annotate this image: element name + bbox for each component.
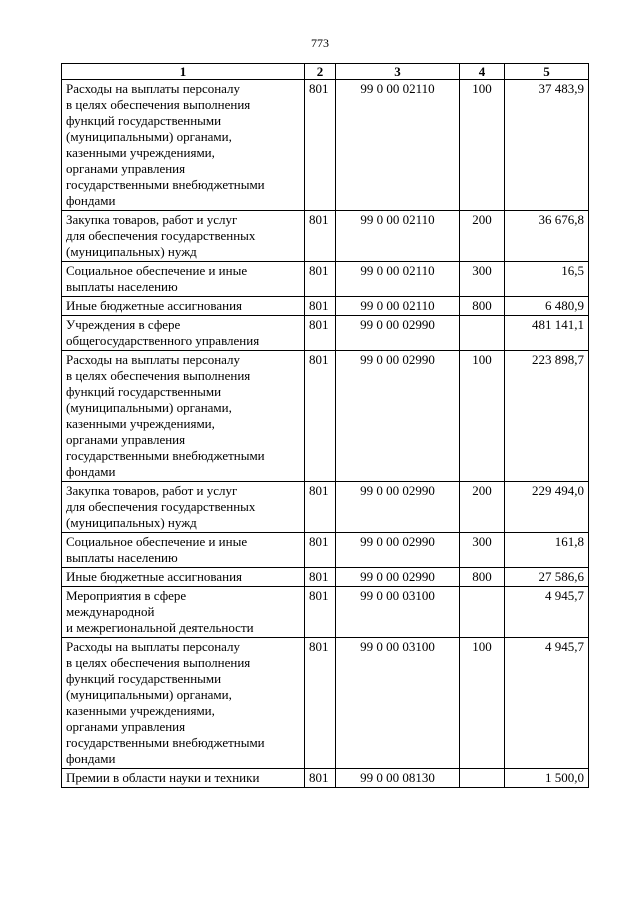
- target-article-cell: 99 0 00 03100: [336, 638, 460, 769]
- table-row: [62, 482, 589, 533]
- amount-cell: 4 945,7: [505, 587, 589, 638]
- expense-name-cell: Иные бюджетные ассигнования: [62, 568, 305, 587]
- amount-cell: 223 898,7: [505, 351, 589, 482]
- expense-type-cell: [460, 316, 505, 351]
- table-row: [62, 587, 589, 638]
- amount-cell: 37 483,9: [505, 80, 589, 211]
- target-article-cell: 99 0 00 02990: [336, 533, 460, 568]
- target-article-cell: 99 0 00 02990: [336, 351, 460, 482]
- expense-name-cell: Расходы на выплаты персоналу в целях обеспечения выполнения функций государственными (муниципальными) органами, казенными учреждениями, органами управления государственными внебюджетными фондами: [62, 638, 305, 769]
- department-code-cell: 801: [305, 587, 336, 638]
- department-code-cell: 801: [305, 351, 336, 482]
- expense-type-cell: 800: [460, 568, 505, 587]
- expense-type-cell: [460, 587, 505, 638]
- amount-cell: 16,5: [505, 262, 589, 297]
- target-article-cell: 99 0 00 02110: [336, 80, 460, 211]
- target-article-cell: 99 0 00 03100: [336, 587, 460, 638]
- expense-name-cell: Расходы на выплаты персоналу в целях обеспечения выполнения функций государственными (муниципальными) органами, казенными учреждениями, органами управления государственными внебюджетными фондами: [62, 80, 305, 211]
- target-article-cell: 99 0 00 02110: [336, 297, 460, 316]
- amount-cell: 6 480,9: [505, 297, 589, 316]
- expense-type-cell: 800: [460, 297, 505, 316]
- amount-cell: 161,8: [505, 533, 589, 568]
- amount-cell: 229 494,0: [505, 482, 589, 533]
- budget-table: [61, 63, 589, 788]
- table-row: [62, 297, 589, 316]
- department-code-cell: 801: [305, 568, 336, 587]
- target-article-cell: 99 0 00 02110: [336, 262, 460, 297]
- target-article-cell: 99 0 00 02990: [336, 568, 460, 587]
- department-code-cell: 801: [305, 80, 336, 211]
- expense-type-cell: 100: [460, 351, 505, 482]
- table-row: [62, 351, 589, 482]
- expense-type-cell: 300: [460, 533, 505, 568]
- department-code-cell: 801: [305, 769, 336, 788]
- table-row: [62, 769, 589, 788]
- department-code-cell: 801: [305, 297, 336, 316]
- column-header-1: 1: [62, 64, 305, 80]
- expense-name-cell: Премии в области науки и техники: [62, 769, 305, 788]
- column-header-3: 3: [336, 64, 460, 80]
- department-code-cell: 801: [305, 262, 336, 297]
- column-header-5: 5: [505, 64, 589, 80]
- department-code-cell: 801: [305, 482, 336, 533]
- table-row: [62, 262, 589, 297]
- table-row: [62, 211, 589, 262]
- amount-cell: 4 945,7: [505, 638, 589, 769]
- department-code-cell: 801: [305, 638, 336, 769]
- department-code-cell: 801: [305, 533, 336, 568]
- column-header-2: 2: [305, 64, 336, 80]
- expense-name-cell: Учреждения в сфере общегосударственного управления: [62, 316, 305, 351]
- table-header-row: [62, 64, 589, 80]
- target-article-cell: 99 0 00 02990: [336, 316, 460, 351]
- department-code-cell: 801: [305, 211, 336, 262]
- expense-type-cell: 300: [460, 262, 505, 297]
- page-number: 773: [311, 36, 329, 50]
- expense-type-cell: 100: [460, 638, 505, 769]
- expense-type-cell: 200: [460, 482, 505, 533]
- department-code-cell: 801: [305, 316, 336, 351]
- expense-name-cell: Мероприятия в сфере международной и межрегиональной деятельности: [62, 587, 305, 638]
- target-article-cell: 99 0 00 08130: [336, 769, 460, 788]
- table-row: [62, 638, 589, 769]
- expense-name-cell: Иные бюджетные ассигнования: [62, 297, 305, 316]
- table-row: [62, 568, 589, 587]
- expense-name-cell: Социальное обеспечение и иные выплаты населению: [62, 262, 305, 297]
- target-article-cell: 99 0 00 02110: [336, 211, 460, 262]
- amount-cell: 481 141,1: [505, 316, 589, 351]
- table-row: [62, 533, 589, 568]
- expense-type-cell: [460, 769, 505, 788]
- table-row: [62, 316, 589, 351]
- column-header-4: 4: [460, 64, 505, 80]
- expense-name-cell: Закупка товаров, работ и услуг для обеспечения государственных (муниципальных) нужд: [62, 211, 305, 262]
- expense-name-cell: Расходы на выплаты персоналу в целях обеспечения выполнения функций государственными (муниципальными) органами, казенными учреждениями, органами управления государственными внебюджетными фондами: [62, 351, 305, 482]
- amount-cell: 27 586,6: [505, 568, 589, 587]
- expense-type-cell: 200: [460, 211, 505, 262]
- expense-name-cell: Закупка товаров, работ и услуг для обеспечения государственных (муниципальных) нужд: [62, 482, 305, 533]
- table-body: [62, 80, 589, 788]
- expense-name-cell: Социальное обеспечение и иные выплаты населению: [62, 533, 305, 568]
- expense-type-cell: 100: [460, 80, 505, 211]
- amount-cell: 36 676,8: [505, 211, 589, 262]
- table-row: [62, 80, 589, 211]
- amount-cell: 1 500,0: [505, 769, 589, 788]
- target-article-cell: 99 0 00 02990: [336, 482, 460, 533]
